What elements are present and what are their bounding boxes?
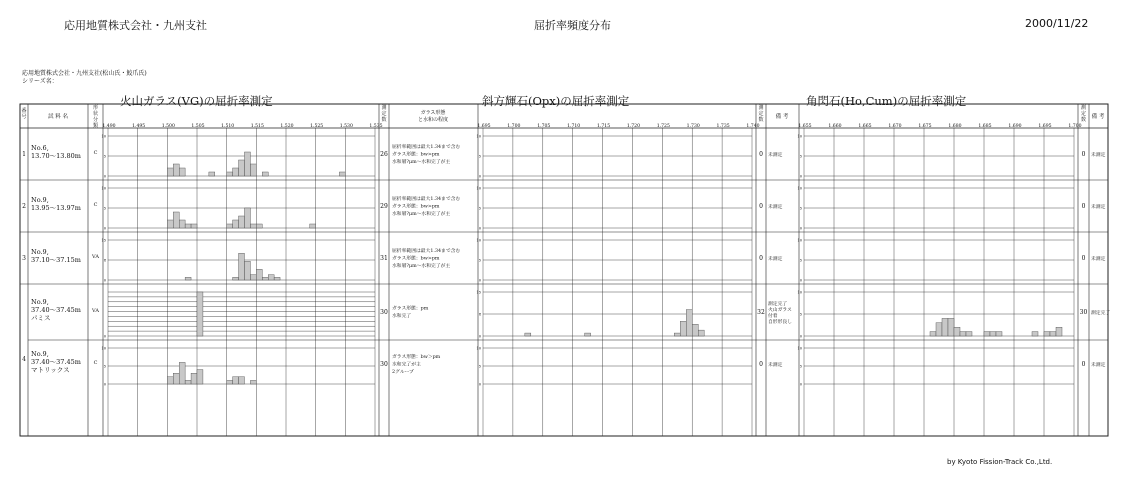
vg-y-label: 15 [101, 238, 106, 243]
ho-tick-label: 1.695 [1038, 124, 1052, 129]
opx-histogram-bar [585, 333, 591, 336]
vg-histogram-bar [167, 168, 173, 176]
series-name: シリーズ名： [22, 78, 58, 85]
vg-histogram-bar [250, 380, 256, 384]
vg-histogram-bar [262, 277, 268, 280]
vg-histogram-bar [191, 224, 197, 228]
opx-y-label: 0 [478, 226, 481, 231]
ho-tick-label: 1.665 [858, 124, 872, 129]
vg-histogram-bar [268, 275, 274, 280]
shape-type: C [93, 360, 98, 366]
vg-histogram-bar [310, 224, 316, 228]
vg-histogram-bar [173, 164, 179, 176]
vg-histogram-bar [179, 362, 185, 384]
ho-histogram-bar [996, 332, 1002, 336]
opx-y-label: 10 [476, 346, 481, 351]
ho-remark: 未測定 [1091, 257, 1106, 262]
column-header-sample: 試 料 名 [48, 114, 68, 120]
ho-y-label: 10 [797, 290, 802, 295]
opx-tick-label: 1.705 [537, 124, 551, 129]
ho-histogram-bar [984, 332, 990, 336]
glass-note: ガラス形態：bw＞pm [392, 355, 441, 360]
glass-note: ガラス形態：bw>pm [392, 256, 440, 262]
opx-remark: 火山ガラス [768, 308, 792, 313]
row-number: 3 [22, 255, 26, 262]
opx-y-label: 8 [478, 312, 481, 317]
ho-histogram-bar [990, 332, 996, 336]
ho-y-label: 0 [799, 226, 802, 231]
client-name: 応用地質株式会社・九州支社(松山氏・鮫爪氏) [22, 70, 147, 77]
vg-histogram-bar [250, 275, 256, 280]
opx-histogram-bar [680, 321, 686, 336]
vg-y-label: 10 [101, 134, 106, 139]
vg-histogram-bar [244, 152, 250, 176]
glass-note: 水和層?μm～水和完了が主 [392, 212, 451, 217]
opx-tick-label: 1.740 [746, 124, 760, 129]
opx-y-label: 5 [478, 206, 481, 211]
ho-section-title: 角閃石(Ho,Cum)の屈折率測定 [806, 94, 967, 108]
vg-tick-label: 1.520 [280, 124, 294, 129]
vg-tick-label: 1.530 [339, 124, 353, 129]
opx-remark: 未測定 [768, 205, 783, 210]
vg-histogram-bar [185, 380, 191, 384]
ho-tick-label: 1.690 [1008, 124, 1022, 129]
column-header-type: 分 [92, 117, 99, 123]
vg-histogram-bar [179, 168, 185, 176]
column-header-vg-count: 定 [381, 111, 387, 117]
opx-count: 32 [757, 309, 765, 316]
ho-y-label: 10 [797, 238, 802, 243]
opx-y-label: 0 [478, 278, 481, 283]
glass-note: ガラス形態：pm [392, 306, 429, 312]
vg-histogram-bar [239, 216, 245, 228]
ho-remark: 未測定 [1091, 153, 1106, 158]
column-header-glass-note: ガラス形態 [420, 110, 446, 116]
vg-count: 31 [380, 255, 388, 262]
sample-name: 37.10～37.15m [31, 256, 81, 264]
opx-y-label: 5 [478, 364, 481, 369]
sample-name: 13.70～13.80m [31, 152, 81, 160]
vg-histogram-bar [250, 224, 256, 228]
ho-tick-label: 1.670 [888, 124, 902, 129]
ho-histogram-bar [1050, 332, 1056, 336]
vg-histogram-bar [262, 172, 268, 176]
shape-type: C [93, 150, 98, 156]
vg-tick-label: 1.495 [132, 124, 146, 129]
ho-tick-label: 1.680 [948, 124, 962, 129]
sample-name: パミス [31, 314, 51, 322]
ho-histogram-bar [1032, 332, 1038, 336]
ho-y-label: 5 [799, 154, 802, 159]
opx-remark: 自形形良し [768, 320, 792, 325]
sample-name: マトリックス [31, 366, 70, 374]
glass-note: 水和完了 [392, 314, 412, 319]
vg-y-label: 0 [103, 226, 106, 231]
ho-remark: 未測定 [1091, 205, 1106, 210]
vg-tick-label: 1.505 [191, 124, 205, 129]
ho-count: 0 [1081, 361, 1086, 368]
column-header-opx-count: 数 [758, 117, 764, 123]
glass-note: ガラス形態：bw>pm [392, 204, 440, 210]
vg-tick-label: 1.510 [221, 124, 235, 129]
ho-tick-label: 1.685 [978, 124, 992, 129]
vg-y-label: 5 [103, 206, 106, 211]
vg-histogram-bar [167, 377, 173, 384]
glass-note: 水和層?μm～水和完了が主 [392, 264, 451, 269]
ho-count: 0 [1081, 255, 1086, 262]
vg-histogram-bar [197, 292, 203, 336]
column-header-ho-remarks: 備 考 [1091, 114, 1105, 120]
company-header: 応用地質株式会社・九州支社 [64, 19, 207, 32]
vg-histogram-bar [239, 377, 245, 384]
column-header-glass-note: と水和の程度 [417, 117, 449, 123]
opx-histogram-bar [692, 324, 698, 336]
shape-type: C [93, 202, 98, 208]
sample-name: 13.95～13.97m [31, 204, 81, 212]
vg-y-label: 10 [101, 186, 106, 191]
ho-histogram-bar [936, 323, 942, 336]
table-frame [20, 104, 1111, 436]
vg-tick-label: 1.525 [310, 124, 324, 129]
column-header-type: 類 [92, 123, 99, 129]
opx-y-label: 10 [476, 238, 481, 243]
vg-y-label: 0 [103, 174, 106, 179]
row-number: 1 [22, 151, 26, 158]
glass-note: 水和層?μm～水和完了が主 [392, 160, 451, 165]
column-header-no: 番 [21, 108, 27, 114]
vg-histogram-bar [239, 160, 245, 176]
ho-y-label: 5 [799, 312, 802, 317]
ho-y-label: 10 [797, 186, 802, 191]
sample-name: No.9, [31, 248, 49, 256]
vg-y-label: 0 [103, 382, 106, 387]
column-header-opx-remarks: 備 考 [775, 114, 789, 120]
vg-y-label: 5 [103, 154, 106, 159]
opx-y-label: 0 [478, 382, 481, 387]
vg-tick-label: 1.515 [250, 124, 264, 129]
ho-tick-label: 1.660 [828, 124, 842, 129]
ho-remark: 測定完了 [1091, 311, 1111, 316]
vg-histogram-bar [233, 377, 239, 384]
vg-histogram-bar [197, 370, 203, 384]
opx-remark: 付着 [768, 314, 778, 319]
vg-count: 26 [380, 151, 388, 158]
ho-histogram-bar [966, 332, 972, 336]
opx-y-label: 0 [478, 174, 481, 179]
vg-histogram-bar [233, 277, 239, 280]
vg-histogram-bar [227, 224, 233, 228]
ho-tick-label: 1.655 [798, 124, 812, 129]
vg-y-label: 0 [103, 334, 106, 339]
document-title: 屈折率頻度分布 [534, 19, 611, 32]
column-header-opx-count: 測 [758, 105, 764, 111]
vg-y-label: 0 [103, 278, 106, 283]
ho-histogram-bar [1056, 327, 1062, 336]
glass-note: 水和完了が主 [392, 362, 421, 368]
opx-histogram-bar [686, 310, 692, 336]
vg-y-label: 5 [103, 364, 106, 369]
opx-remark: 測定完了 [768, 302, 788, 307]
ho-y-label: 5 [799, 364, 802, 369]
glass-note: 屈折率範囲は最大1.34まで含む [392, 197, 461, 202]
vg-histogram-bar [173, 373, 179, 384]
opx-tick-label: 1.715 [596, 124, 611, 129]
vg-histogram-bar [233, 220, 239, 228]
glass-note: ガラス形態：bw>pm [392, 152, 440, 158]
opx-count: 0 [759, 255, 763, 262]
opx-histogram-bar [698, 330, 704, 336]
opx-tick-label: 1.730 [686, 124, 700, 129]
opx-remark: 未測定 [768, 257, 783, 262]
vg-histogram-bar [185, 224, 191, 228]
opx-tick-label: 1.725 [656, 124, 670, 129]
opx-remark: 未測定 [768, 153, 783, 158]
ho-histogram-bar [942, 318, 948, 336]
ho-count: 0 [1081, 151, 1086, 158]
column-header-ho-count: 測 [1080, 105, 1087, 111]
vg-histogram-bar [250, 164, 256, 176]
ho-y-label: 10 [797, 346, 802, 351]
opx-tick-label: 1.710 [567, 124, 581, 129]
glass-note: 屈折率範囲は最大1.34まで含む [392, 145, 461, 150]
vg-count: 29 [380, 203, 388, 210]
footer-credit: by Kyoto Fission-Track Co.,Ltd. [947, 458, 1053, 466]
vg-histogram-bar [339, 172, 345, 176]
sample-name: No.9, [31, 298, 49, 306]
ho-histogram-bar [1044, 332, 1050, 336]
sample-name: No.6, [31, 144, 49, 152]
ho-y-label: 0 [799, 174, 802, 179]
sample-name: 37.40～37.45m [31, 358, 81, 366]
opx-histogram-bar [525, 333, 531, 336]
ho-y-label: 10 [797, 134, 802, 139]
vg-histogram-bar [274, 277, 280, 280]
sample-name: 37.40～37.45m [31, 306, 81, 314]
vg-histogram-bar [256, 224, 262, 228]
ho-y-label: 0 [799, 334, 802, 339]
vg-tick-label: 1.535 [369, 124, 383, 129]
vg-count: 30 [380, 361, 388, 368]
vg-histogram-bar [227, 172, 233, 176]
vg-y-label: 8 [103, 258, 106, 263]
opx-y-label: 10 [476, 134, 481, 139]
vg-y-label: 10 [101, 346, 106, 351]
ho-tick-label: 1.700 [1068, 124, 1082, 129]
vg-histogram-bar [227, 380, 233, 384]
opx-section-title: 斜方輝石(Opx)の屈折率測定 [482, 94, 630, 108]
shape-type: VA [92, 308, 99, 314]
ho-count: 30 [1079, 309, 1088, 316]
sample-name: No.9, [31, 350, 49, 358]
glass-note: 2グループ [392, 370, 414, 375]
vg-histogram-bar [185, 277, 191, 280]
opx-histogram-bar [674, 333, 680, 336]
opx-tick-label: 1.720 [626, 124, 641, 129]
opx-y-label: 10 [476, 186, 481, 191]
column-header-ho-count: 定 [1080, 111, 1087, 117]
ho-histogram-bar [954, 327, 960, 336]
vg-tick-label: 1.500 [161, 124, 175, 129]
column-header-type: 形 [92, 105, 99, 111]
vg-histogram-bar [179, 220, 185, 228]
column-header-opx-count: 定 [758, 111, 764, 117]
column-header-vg-count: 数 [381, 117, 387, 123]
ho-y-label: 5 [799, 206, 802, 211]
vg-histogram-bar [191, 373, 197, 384]
ho-count: 0 [1081, 203, 1086, 210]
vg-tick-label: 1.490 [102, 124, 116, 129]
opx-y-label: 5 [478, 258, 481, 263]
opx-tick-label: 1.735 [716, 124, 730, 129]
opx-tick-label: 1.700 [507, 124, 521, 129]
ho-histogram-bar [960, 332, 966, 336]
ho-tick-label: 1.675 [918, 124, 932, 129]
column-header-ho-count: 数 [1080, 117, 1087, 123]
shape-type: VA [92, 254, 99, 260]
vg-histogram-bar [244, 261, 250, 280]
ho-histogram-bar [948, 318, 954, 336]
vg-histogram-bar [209, 172, 215, 176]
row-number: 4 [22, 356, 26, 363]
opx-y-label: 15 [476, 290, 481, 295]
vg-section-title: 火山ガラス(VG)の屈折率測定 [120, 94, 273, 108]
opx-tick-label: 1.695 [477, 124, 491, 129]
ho-y-label: 0 [799, 382, 802, 387]
opx-count: 0 [759, 203, 763, 210]
opx-y-label: 0 [478, 334, 481, 339]
sample-name: No.9, [31, 196, 49, 204]
vg-histogram-bar [256, 269, 262, 280]
opx-y-label: 5 [478, 154, 481, 159]
vg-histogram-bar [173, 212, 179, 228]
vg-histogram-bar [239, 253, 245, 280]
glass-note: 屈折率範囲は最大1.34まで含む [392, 249, 461, 254]
ho-y-label: 0 [799, 278, 802, 283]
opx-remark: 未測定 [768, 363, 783, 368]
column-header-type: 状 [92, 111, 99, 117]
vg-histogram-bar [244, 208, 250, 228]
column-header-no: 号 [21, 114, 27, 120]
row-number: 2 [22, 203, 26, 210]
ho-histogram-bar [930, 332, 936, 336]
ho-y-label: 5 [799, 258, 802, 263]
vg-histogram-bar [233, 168, 239, 176]
column-header-vg-count: 測 [381, 105, 387, 111]
opx-count: 0 [759, 151, 763, 158]
ho-remark: 未測定 [1091, 363, 1106, 368]
document-date: 2000/11/22 [1025, 17, 1089, 30]
vg-histogram-bar [167, 220, 173, 228]
vg-count: 30 [380, 309, 388, 316]
opx-count: 0 [759, 361, 763, 368]
